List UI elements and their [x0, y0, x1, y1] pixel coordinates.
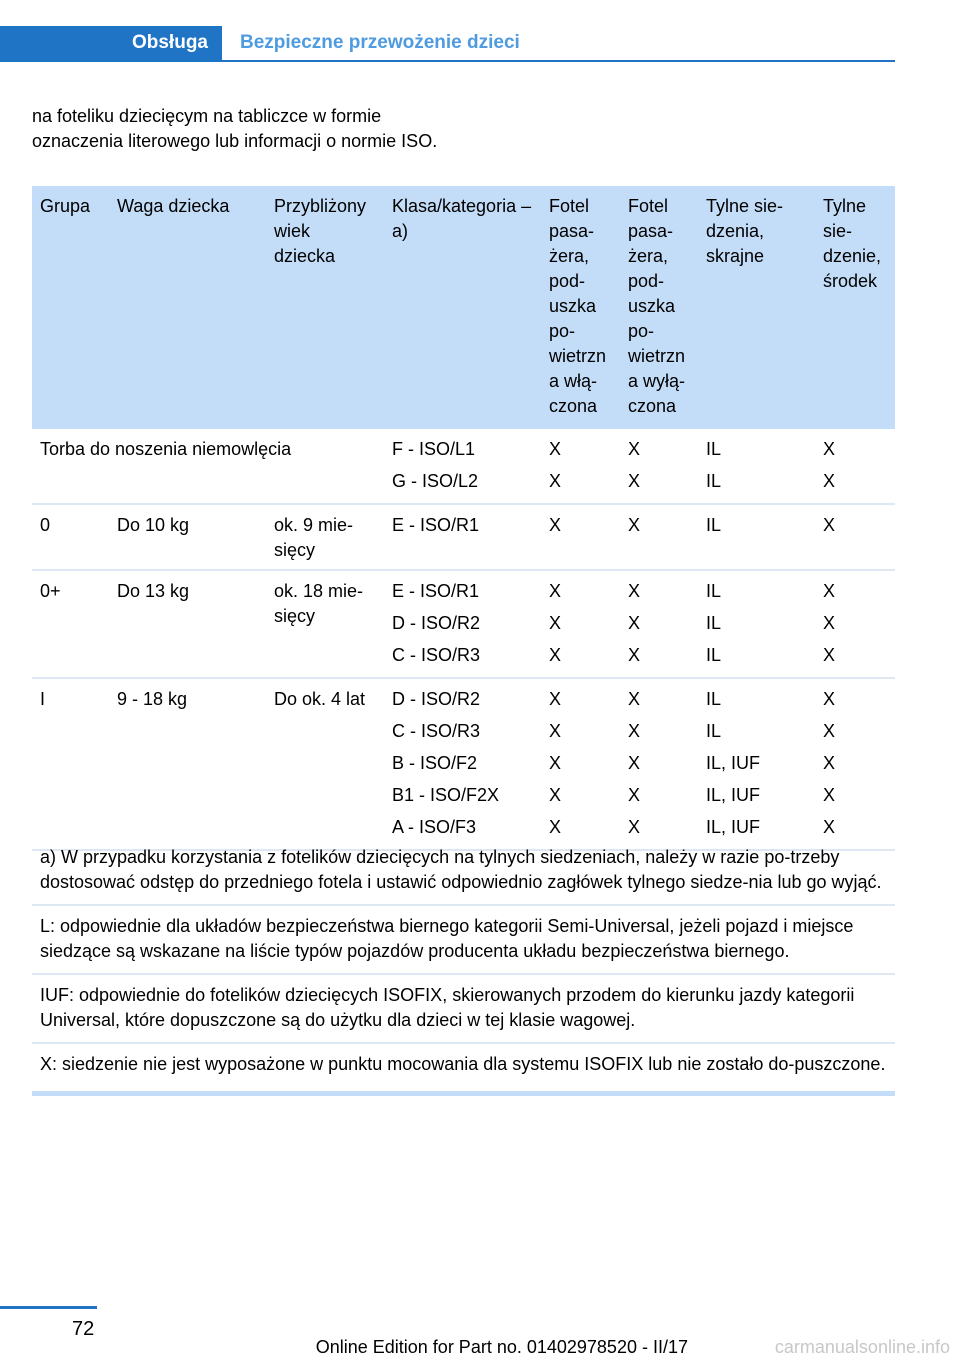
- cell-rear-middle: X: [815, 504, 895, 570]
- cell-classes: E - ISO/R1: [384, 504, 541, 570]
- table-row: [32, 570, 895, 678]
- cell-front-on: X: [541, 504, 620, 570]
- cell-front-off: X X X: [620, 570, 698, 678]
- cell-front-off: X: [620, 504, 698, 570]
- table-row: [32, 429, 895, 504]
- cell-rear-outer: IL IL IL: [698, 570, 815, 678]
- table-row: [32, 504, 895, 570]
- cell-weight: Do 10 kg: [109, 504, 266, 570]
- tab-obsluga[interactable]: Obsługa: [0, 26, 222, 60]
- cell-front-off: X X: [620, 429, 698, 504]
- header-tylne-skrajne: Tylne sie-dzenia, skrajne: [698, 186, 815, 429]
- cell-group: 0: [32, 504, 109, 570]
- page-number: 72: [72, 1318, 95, 1340]
- header-fotel-poduszka-wlaczona: Fotel pasa-żera, pod-uszka po-wietrzn a włą-czona: [541, 186, 620, 429]
- table-header-row: [32, 186, 895, 429]
- tab-bezpieczne-przewozenie-dzieci[interactable]: Bezpieczne przewożenie dzieci: [240, 32, 520, 53]
- cell-rear-middle: X X X: [815, 570, 895, 678]
- cell-front-off: X X X X X: [620, 678, 698, 850]
- cell-group: I: [32, 678, 109, 850]
- cell-rear-outer: IL IL: [698, 429, 815, 504]
- header-tylne-srodek: Tylne sie-dzenie, środek: [815, 186, 895, 429]
- section-tabbar: [0, 26, 895, 62]
- table-row: [32, 678, 895, 850]
- footnote-l: L: odpowiednie dla układów bezpieczeństwa biernego kategorii Semi-Universal, jeżeli pojazd i miejsce siedzące są wskazane na liście typów pojazdów producenta układu bezpieczeństwa biernego.: [32, 906, 895, 975]
- cell-age: Do ok. 4 lat: [266, 678, 384, 850]
- cell-age: ok. 18 mie-sięcy: [266, 570, 384, 678]
- intro-paragraph: na foteliku dziecięcym na tabliczce w formie oznaczenia literowego lub informacji o normie ISO.: [32, 106, 438, 151]
- footnote-a: a) W przypadku korzystania z fotelików dziecięcych na tylnych siedzeniach, należy w razie po-trzeby dostosować odstęp do przedniego fotela i ustawić odpowiednio zagłówek tylnego siedze-nia lub go wyjąć.: [32, 837, 895, 906]
- isofix-table: [32, 186, 895, 851]
- edition-line: Online Edition for Part no. 01402978520 - II/17: [315, 1337, 688, 1357]
- footer-rule: [0, 1306, 97, 1309]
- cell-classes: F - ISO/L1 G - ISO/L2: [384, 429, 541, 504]
- header-przyblizony-wiek: Przybliżony wiek dziecka: [266, 186, 384, 429]
- cell-front-on: X X X: [541, 570, 620, 678]
- cell-rear-outer: IL: [698, 504, 815, 570]
- header-grupa: Grupa: [32, 186, 109, 429]
- cell-group: Torba do noszenia niemowlęcia: [32, 429, 384, 504]
- cell-group: 0+: [32, 570, 109, 678]
- cell-rear-outer: IL IL IL, IUF IL, IUF IL, IUF: [698, 678, 815, 850]
- cell-classes: E - ISO/R1 D - ISO/R2 C - ISO/R3: [384, 570, 541, 678]
- cell-rear-middle: X X X X X: [815, 678, 895, 850]
- header-waga-dziecka: Waga dziecka: [109, 186, 266, 429]
- cell-front-on: X X: [541, 429, 620, 504]
- footnote-x: X: siedzenie nie jest wyposażone w punktu mocowania dla systemu ISOFIX lub nie zostało do-puszczone.: [32, 1044, 895, 1096]
- cell-front-on: X X X X X: [541, 678, 620, 850]
- cell-age: ok. 9 mie-sięcy: [266, 504, 384, 570]
- footnote-iuf: IUF: odpowiednie do fotelików dziecięcych ISOFIX, skierowanych przodem do kierunku jazdy kategorii Universal, które dopuszczone są do użytku dla dzieci w tej klasie wagowej.: [32, 975, 895, 1044]
- cell-weight: Do 13 kg: [109, 570, 266, 678]
- table-footnotes: [32, 837, 895, 1096]
- header-klasa-kategoria: Klasa/kategoria – a): [384, 186, 541, 429]
- cell-classes: D - ISO/R2 C - ISO/R3 B - ISO/F2 B1 - ISO/F2X A - ISO/F3: [384, 678, 541, 850]
- watermark: carmanualsonline.info: [774, 1337, 950, 1357]
- cell-weight: 9 - 18 kg: [109, 678, 266, 850]
- header-fotel-poduszka-wylaczona: Fotel pasa-żera, pod-uszka po-wietrzn a wyłą-czona: [620, 186, 698, 429]
- cell-rear-middle: X X: [815, 429, 895, 504]
